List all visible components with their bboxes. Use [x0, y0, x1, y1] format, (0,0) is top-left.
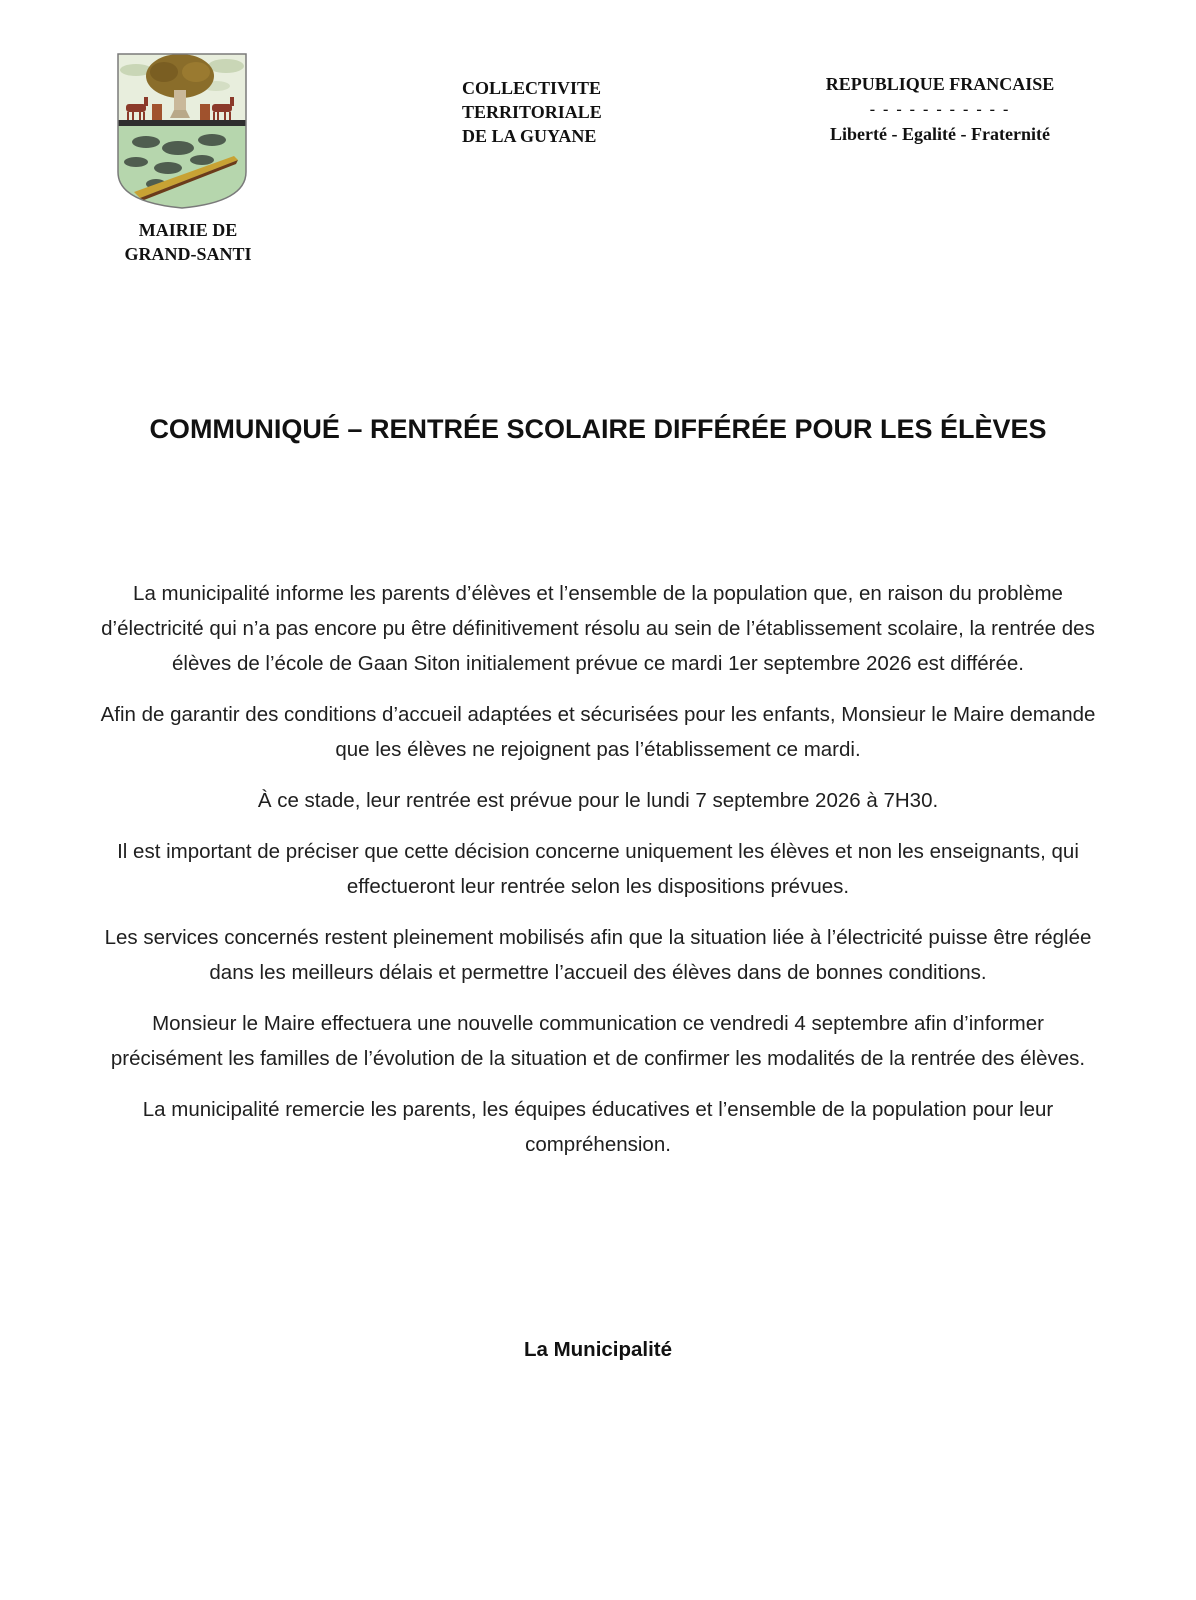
collectivite-line: COLLECTIVITE	[462, 78, 602, 98]
body-paragraph: Il est important de préciser que cette décision concerne uniquement les élèves et non les enseignants, qui effectueront leur rentrée selon les dispositions prévues.	[117, 840, 1079, 898]
republique-block	[790, 72, 1090, 147]
body-paragraph: Les services concernés restent pleinement mobilisés afin que la situation liée à l’électricité puisse être réglée dans les meilleurs délais et permettre l’accueil des élèves dans de bonnes conditions.	[104, 926, 1092, 984]
republique-name: REPUBLIQUE FRANCAISE	[825, 74, 1055, 94]
mairie-label	[108, 218, 268, 266]
document-title: COMMUNIQUÉ – RENTRÉE SCOLAIRE DIFFÉRÉE POUR LES ÉLÈVES	[149, 414, 1047, 444]
body-paragraph: Monsieur le Maire effectuera une nouvelle communication ce vendredi 4 septembre afin d’informer précisément les familles de l’évolution de la situation et de confirmer les modalités de la rentrée des élèves.	[110, 1012, 1086, 1070]
mairie-line: MAIRIE DE	[138, 220, 238, 240]
document-body	[100, 576, 1096, 1178]
republique-separator: - - - - - - - - - - -	[869, 101, 1011, 118]
body-paragraph: La municipalité informe les parents d’élèves et l’ensemble de la population que, en raison du problème d’électricité qui n’a pas encore pu être définitivement résolu au sein de l’établissement scolaire, la rentrée des élèves de l’école de Gaan Siton initialement prévue ce mardi 1er septembre 2026 est différée.	[101, 582, 1095, 675]
collectivite-line: TERRITORIALE	[462, 102, 602, 122]
coat-of-arms-logo	[116, 52, 248, 210]
body-paragraph: Afin de garantir des conditions d’accueil adaptées et sécurisées pour les enfants, Monsieur le Maire demande que les élèves ne rejoignent pas l’établissement ce mardi.	[100, 703, 1096, 761]
collectivite-label	[452, 76, 652, 148]
mairie-line: GRAND-SANTI	[124, 244, 252, 264]
body-paragraph: La municipalité remercie les parents, les équipes éducatives et l’ensemble de la population pour leur compréhension.	[142, 1098, 1054, 1156]
signature: La Municipalité	[523, 1338, 673, 1361]
body-paragraph: À ce stade, leur rentrée est prévue pour le lundi 7 septembre 2026 à 7H30.	[257, 789, 939, 812]
collectivite-line: DE LA GUYANE	[462, 126, 597, 146]
republique-motto: Liberté - Egalité - Fraternité	[830, 124, 1050, 144]
